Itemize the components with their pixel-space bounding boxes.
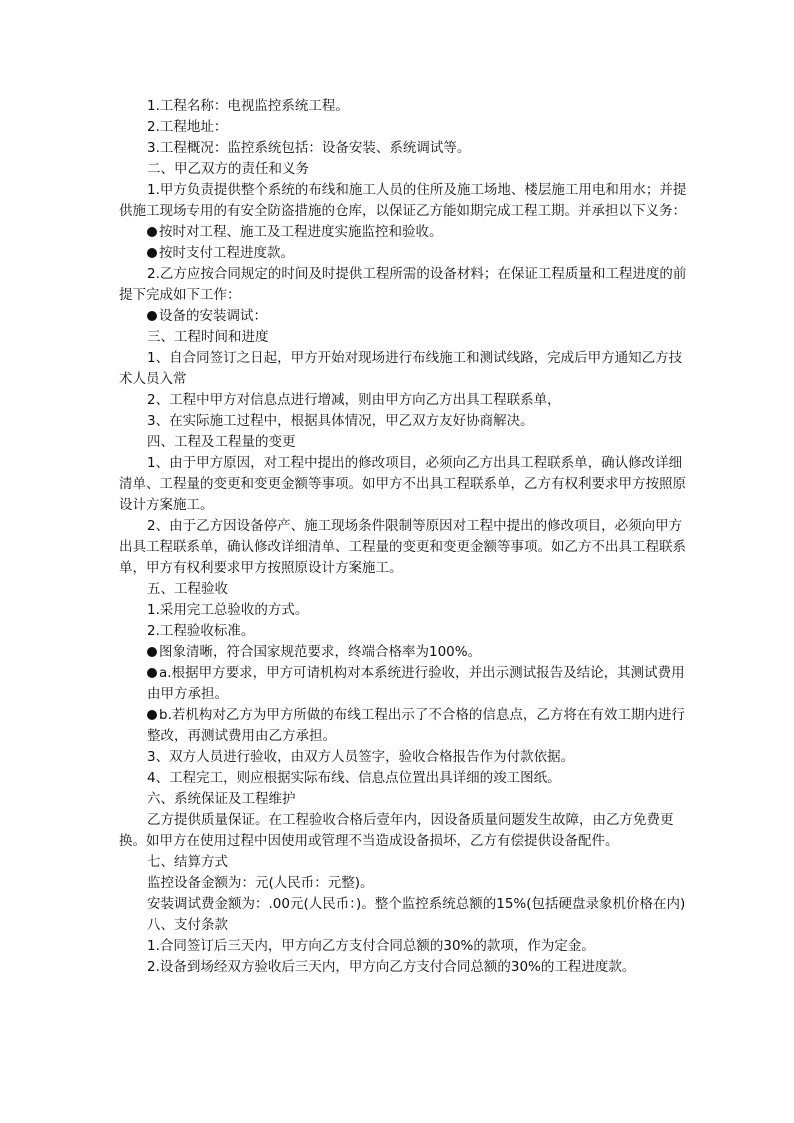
bullet-icon — [147, 668, 157, 678]
paragraph: 1.采用完工总验收的方式。 — [147, 602, 309, 618]
paragraph: 3、在实际施工过程中，根据具体情况，甲乙双方友好协商解决。 — [147, 413, 534, 429]
bullet-item — [119, 222, 691, 243]
paragraph: 4、工程完工，则应根据实际布线、信息点位置出具详细的竣工图纸。 — [147, 770, 561, 786]
paragraph: 1.甲方负责提供整个系统的布线和施工人员的住所及施工场地、楼层施工用电和用水；并提供施工现场专用的有安全防盗措施的仓库，以保证乙方能如期完成工程工期。并承担以下义务： — [119, 182, 687, 219]
bullet-icon — [147, 311, 157, 321]
paragraph: 3、双方人员进行验收，由双方人员签字，验收合格报告作为付款依据。 — [147, 749, 575, 765]
bullet-text: 图象清晰，符合国家规范要求，终端合格率为100%。 — [159, 644, 482, 660]
paragraph: 监控设备金额为：元(人民币：元整)。 — [147, 875, 374, 891]
paragraph: 2、由于乙方因设备停产、施工现场条件限制等原因对工程中提出的修改项目，必须向甲方出具工程联系单，确认修改详细清单、工程量的变更和变更金额等事项。如乙方不出具工程联系单，甲方有权利要求甲方按照原设计方案施工。 — [119, 518, 686, 576]
section-heading: 二、甲乙双方的责任和义务 — [147, 161, 309, 177]
bullet-item — [119, 663, 691, 705]
paragraph: 1.合同签订后三天内，甲方向乙方支付合同总额的30%的款项，作为定金。 — [147, 938, 595, 954]
paragraph: 2、工程中甲方对信息点进行增减，则由甲方向乙方出具工程联系单， — [147, 392, 561, 408]
bullet-item — [119, 642, 691, 663]
bullet-icon — [147, 710, 157, 720]
paragraph: 1、自合同签订之日起，甲方开始对现场进行布线施工和测试线路，完成后甲方通知乙方技术人员入常 — [119, 350, 683, 387]
paragraph: 2.工程地址： — [147, 119, 228, 135]
section-heading: 三、工程时间和进度 — [147, 329, 269, 345]
bullet-icon — [147, 227, 157, 237]
bullet-text: 按时对工程、施工及工程进度实施监控和验收。 — [159, 224, 443, 240]
bullet-item — [119, 306, 691, 327]
paragraph: 2.乙方应按合同规定的时间及时提供工程所需的设备材料；在保证工程质量和工程进度的前提下完成如下工作： — [119, 266, 687, 303]
section-heading: 四、工程及工程量的变更 — [147, 434, 296, 450]
section-heading: 六、系统保证及工程维护 — [147, 791, 296, 807]
bullet-text: b.若机构对乙方为甲方所做的布线工程出示了不合格的信息点，乙方将在有效工期内进行整改，再测试费用由乙方承担。 — [147, 707, 685, 744]
document-body — [119, 96, 691, 978]
paragraph: 安装调试费金额为：.00元(人民币：)。整个监控系统总额的15%(包括硬盘录象机价格在内) — [147, 896, 686, 912]
paragraph: 乙方提供质量保证。在工程验收合格后壹年内，因设备质量问题发生故障，由乙方免费更换。如甲方在使用过程中因使用或管理不当造成设备损坏，乙方有偿提供设备配件。 — [119, 812, 674, 849]
bullet-icon — [147, 647, 157, 657]
paragraph: 1.工程名称：电视监控系统工程。 — [147, 98, 349, 114]
section-heading: 七、结算方式 — [147, 854, 228, 870]
bullet-icon — [147, 248, 157, 258]
bullet-text: 按时支付工程进度款。 — [159, 245, 294, 261]
bullet-item — [119, 705, 691, 747]
section-heading: 八、支付条款 — [147, 917, 228, 933]
paragraph: 1、由于甲方原因，对工程中提出的修改项目，必须向乙方出具工程联系单，确认修改详细清单、工程量的变更和变更金额等事项。如甲方不出具工程联系单，乙方有权利要求甲方按照原设计方案施工。 — [119, 455, 686, 513]
paragraph: 2.设备到场经双方验收后三天内，甲方向乙方支付合同总额的30%的工程进度款。 — [147, 959, 636, 975]
section-heading: 五、工程验收 — [147, 581, 228, 597]
paragraph: 2.工程验收标准。 — [147, 623, 255, 639]
bullet-text: 设备的安装调试： — [159, 308, 267, 324]
paragraph: 3.工程概况：监控系统包括：设备安装、系统调试等。 — [147, 140, 471, 156]
bullet-text: a.根据甲方要求，甲方可请机构对本系统进行验收，并出示测试报告及结论，其测试费用由甲方承担。 — [147, 665, 685, 702]
bullet-item — [119, 243, 691, 264]
